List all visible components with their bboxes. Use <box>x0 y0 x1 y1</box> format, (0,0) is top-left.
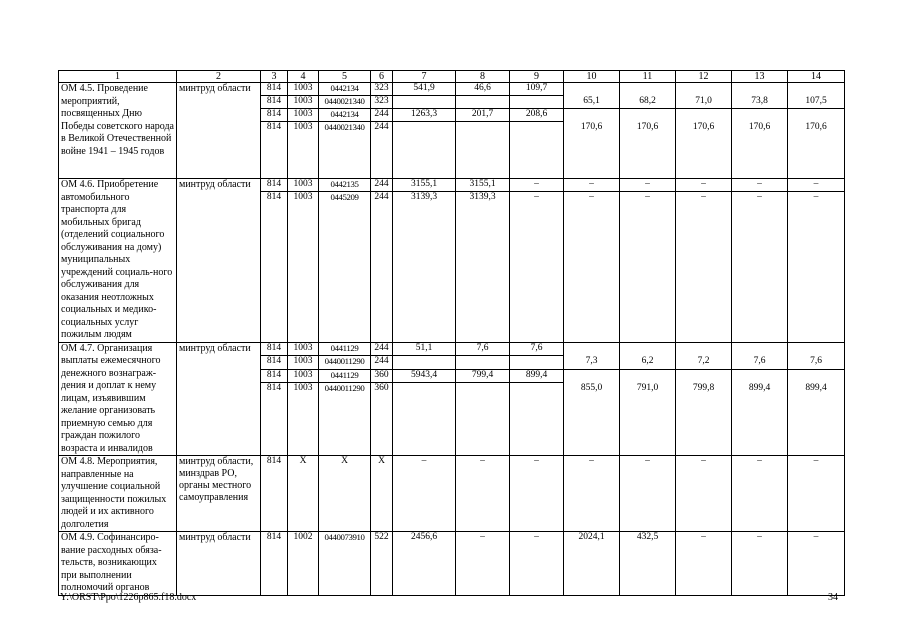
column-header: 9 <box>510 71 564 83</box>
table-cell: 46,6 <box>456 83 510 96</box>
table-cell: – <box>564 456 620 532</box>
table-cell: – <box>676 192 732 342</box>
table-cell: – <box>676 532 732 596</box>
table-cell: Х <box>288 456 319 532</box>
table-cell: 244 <box>371 122 393 179</box>
table-cell: 170,6 <box>788 122 845 179</box>
table-cell: 814 <box>261 342 288 356</box>
table-cell: Х <box>319 456 371 532</box>
table-row <box>59 532 845 596</box>
footer-file-path: Y:\ORST\Ppo\1226p865.f18.docx <box>60 592 197 603</box>
table-cell <box>510 96 564 109</box>
table-cell: 1003 <box>288 109 319 122</box>
table-cell: 3139,3 <box>393 192 456 342</box>
table-cell: 3155,1 <box>393 179 456 192</box>
executor: минтруд области <box>177 179 261 343</box>
table-cell: 170,6 <box>620 122 676 179</box>
table-cell: 107,5 <box>788 96 845 109</box>
table-cell: 0442135 <box>319 179 371 192</box>
table-row <box>59 456 845 532</box>
table-cell: 323 <box>371 96 393 109</box>
table-cell: – <box>456 532 510 596</box>
executor: минтруд области, минздрав РО, органы местного самоуправления <box>177 456 261 532</box>
table-cell: 814 <box>261 192 288 342</box>
measure-name: ОМ 4.7. Организация выплаты ежемесячного денежного вознаграж-дения и доплат к нему лицам, изъявившим желание организовать приемную семью для граждан пожилого возраста и инвалидов <box>59 342 177 456</box>
column-header: 2 <box>177 71 261 83</box>
table-cell: 541,9 <box>393 83 456 96</box>
table-cell: 1003 <box>288 356 319 370</box>
table-cell: 814 <box>261 456 288 532</box>
table-cell: 0440011290 <box>319 356 371 370</box>
column-header: 10 <box>564 71 620 83</box>
table-cell <box>732 83 788 96</box>
table-cell: – <box>788 179 845 192</box>
measure-name: ОМ 4.8. Мероприятия, направленные на улучшение социальной защищенности пожилых людей и их активного долголетия <box>59 456 177 532</box>
table-cell <box>620 109 676 122</box>
table-cell: 7,2 <box>676 356 732 370</box>
executor: минтруд области <box>177 342 261 456</box>
table-cell: – <box>510 456 564 532</box>
column-header: 3 <box>261 71 288 83</box>
table-cell: 201,7 <box>456 109 510 122</box>
table-cell: – <box>676 179 732 192</box>
table-cell: 522 <box>371 532 393 596</box>
table-cell: 1003 <box>288 122 319 179</box>
table-cell: 899,4 <box>732 383 788 456</box>
column-header: 11 <box>620 71 676 83</box>
table-cell <box>564 109 620 122</box>
table-cell <box>510 356 564 370</box>
table-cell: 1263,3 <box>393 109 456 122</box>
table-cell: 2456,6 <box>393 532 456 596</box>
column-header: 13 <box>732 71 788 83</box>
table-cell: – <box>732 179 788 192</box>
table-cell: 73,8 <box>732 96 788 109</box>
table-cell: 244 <box>371 356 393 370</box>
column-header: 1 <box>59 71 177 83</box>
page-number: 34 <box>828 592 838 603</box>
table-cell <box>510 122 564 179</box>
table-cell <box>676 369 732 383</box>
table-cell: 3155,1 <box>456 179 510 192</box>
table-cell <box>732 109 788 122</box>
table-cell <box>393 383 456 456</box>
column-header: 14 <box>788 71 845 83</box>
table-cell: 899,4 <box>788 383 845 456</box>
table-cell <box>564 342 620 356</box>
table-cell: 360 <box>371 369 393 383</box>
table-cell <box>620 83 676 96</box>
table-cell <box>788 369 845 383</box>
table-cell: 0442134 <box>319 83 371 96</box>
table-cell: 814 <box>261 179 288 192</box>
table-cell: – <box>620 179 676 192</box>
column-header: 4 <box>288 71 319 83</box>
table-cell <box>620 342 676 356</box>
table-cell: – <box>788 456 845 532</box>
table-cell <box>456 356 510 370</box>
table-cell: – <box>564 179 620 192</box>
table-cell: 814 <box>261 96 288 109</box>
table-cell: 244 <box>371 179 393 192</box>
table-cell: 791,0 <box>620 383 676 456</box>
table-cell <box>564 369 620 383</box>
table-cell: 1003 <box>288 383 319 456</box>
table-cell: 244 <box>371 342 393 356</box>
table-cell <box>620 369 676 383</box>
table-cell: 1003 <box>288 342 319 356</box>
table-cell: 814 <box>261 122 288 179</box>
table-cell <box>788 342 845 356</box>
table-cell: 814 <box>261 356 288 370</box>
table-cell: 799,4 <box>456 369 510 383</box>
table-cell: 244 <box>371 109 393 122</box>
budget-table <box>58 70 845 596</box>
measure-name: ОМ 4.9. Софинансиро-вание расходных обяза-тельств, возникающих при выполнении полномочий органов <box>59 532 177 596</box>
column-header: 12 <box>676 71 732 83</box>
table-cell <box>456 383 510 456</box>
table-cell: 1003 <box>288 192 319 342</box>
table-cell: 244 <box>371 192 393 342</box>
table-cell: 855,0 <box>564 383 620 456</box>
table-row <box>59 83 845 96</box>
table-cell: – <box>788 192 845 342</box>
table-cell <box>456 122 510 179</box>
table-cell: 170,6 <box>676 122 732 179</box>
table-cell: 3139,3 <box>456 192 510 342</box>
table-cell: 814 <box>261 383 288 456</box>
budget-table-page <box>58 70 844 596</box>
table-cell: – <box>676 456 732 532</box>
table-cell: – <box>788 532 845 596</box>
table-cell <box>393 96 456 109</box>
table-cell: 360 <box>371 383 393 456</box>
column-header: 7 <box>393 71 456 83</box>
table-cell: 51,1 <box>393 342 456 356</box>
table-cell <box>676 109 732 122</box>
table-cell <box>732 369 788 383</box>
table-cell: 0440021340 <box>319 122 371 179</box>
table-cell: 7,6 <box>456 342 510 356</box>
table-cell: – <box>510 192 564 342</box>
table-cell: 799,8 <box>676 383 732 456</box>
table-cell: 899,4 <box>510 369 564 383</box>
column-header: 8 <box>456 71 510 83</box>
table-cell: 814 <box>261 369 288 383</box>
table-cell: – <box>456 456 510 532</box>
table-cell: – <box>393 456 456 532</box>
table-cell: – <box>732 456 788 532</box>
table-cell: 71,0 <box>676 96 732 109</box>
table-cell: 2024,1 <box>564 532 620 596</box>
table-cell <box>676 342 732 356</box>
table-cell: 0441129 <box>319 369 371 383</box>
table-cell: 7,6 <box>788 356 845 370</box>
table-cell: 1002 <box>288 532 319 596</box>
table-cell <box>510 383 564 456</box>
table-cell: 0440021340 <box>319 96 371 109</box>
table-cell: 323 <box>371 83 393 96</box>
table-cell: 170,6 <box>564 122 620 179</box>
table-cell: – <box>620 456 676 532</box>
table-cell: – <box>732 532 788 596</box>
measure-name: ОМ 4.5. Проведение мероприятий, посвященных Дню Победы советского народа в Великой Отечественной войне 1941 – 1945 годов <box>59 83 177 179</box>
table-cell: 208,6 <box>510 109 564 122</box>
table-cell: 1003 <box>288 369 319 383</box>
table-cell: 170,6 <box>732 122 788 179</box>
table-cell <box>788 83 845 96</box>
table-cell: 0445209 <box>319 192 371 342</box>
table-row <box>59 179 845 192</box>
executor: минтруд области <box>177 83 261 179</box>
table-cell: 1003 <box>288 83 319 96</box>
table-cell: – <box>510 179 564 192</box>
table-cell: 1003 <box>288 179 319 192</box>
column-header: 6 <box>371 71 393 83</box>
table-cell: 0442134 <box>319 109 371 122</box>
table-cell: 7,6 <box>732 356 788 370</box>
table-cell: Х <box>371 456 393 532</box>
table-cell: – <box>510 532 564 596</box>
table-cell: 7,6 <box>510 342 564 356</box>
table-cell: 6,2 <box>620 356 676 370</box>
table-cell: 1003 <box>288 96 319 109</box>
table-cell: – <box>564 192 620 342</box>
table-cell: 7,3 <box>564 356 620 370</box>
table-cell: 814 <box>261 109 288 122</box>
column-header: 5 <box>319 71 371 83</box>
executor: минтруд области <box>177 532 261 596</box>
table-cell <box>393 356 456 370</box>
table-cell <box>788 109 845 122</box>
table-cell: – <box>620 192 676 342</box>
table-cell: 814 <box>261 83 288 96</box>
measure-name: ОМ 4.6. Приобретение автомобильного транспорта для мобильных бригад (отделений социального обслуживания на дому) муниципальных учреждений социаль-ного обслуживания для оказания неотложных социальных и медико-социальных услуг пожилым людям <box>59 179 177 343</box>
table-cell <box>564 83 620 96</box>
table-cell: 5943,4 <box>393 369 456 383</box>
table-cell: 65,1 <box>564 96 620 109</box>
table-cell <box>456 96 510 109</box>
table-cell: 814 <box>261 532 288 596</box>
table-cell <box>732 342 788 356</box>
table-cell: 0440073910 <box>319 532 371 596</box>
header-row <box>59 71 845 83</box>
table-row <box>59 342 845 356</box>
table-cell: – <box>732 192 788 342</box>
table-cell <box>676 83 732 96</box>
table-cell: 109,7 <box>510 83 564 96</box>
table-cell: 68,2 <box>620 96 676 109</box>
table-cell: 0440011290 <box>319 383 371 456</box>
table-cell: 0441129 <box>319 342 371 356</box>
table-cell <box>393 122 456 179</box>
table-cell: 432,5 <box>620 532 676 596</box>
